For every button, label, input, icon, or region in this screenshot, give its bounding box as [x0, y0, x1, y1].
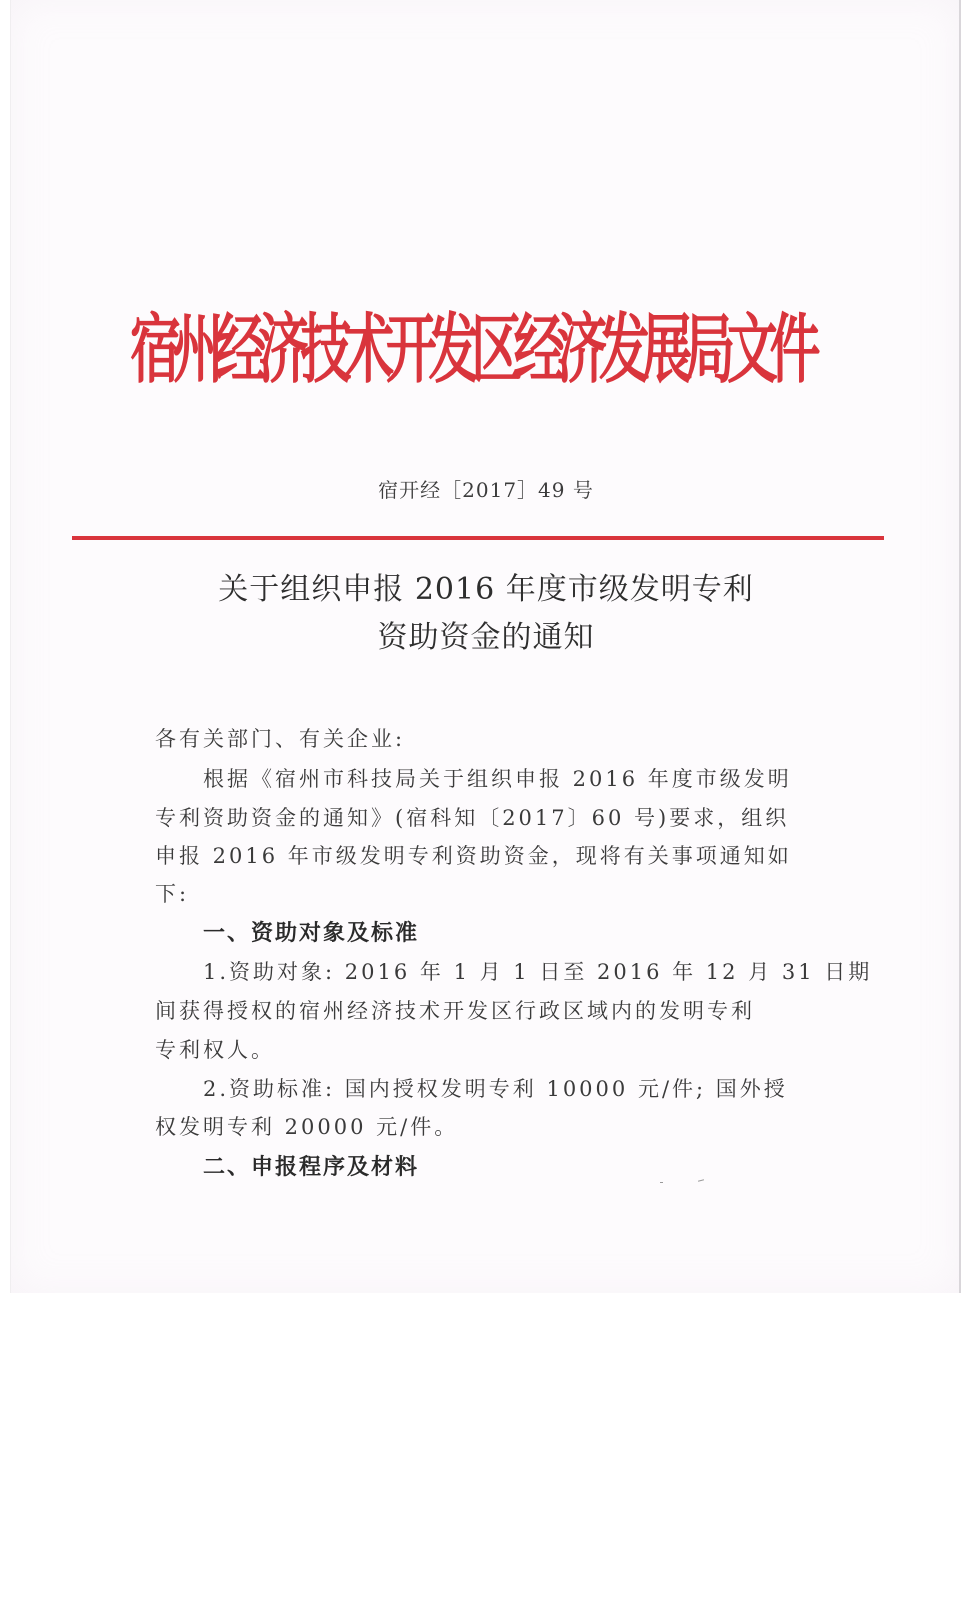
- section-2-heading: 二、申报程序及材料: [203, 1155, 420, 1180]
- intro-line-4: 下:: [155, 882, 190, 906]
- section-1-item-1-line-1: 1.资助对象: 2016 年 1 月 1 日至 2016 年 12 月 31 日期: [155, 960, 873, 984]
- document-number: 宿开经［2017］49 号: [378, 478, 594, 502]
- notice-title-line-2: 资助资金的通知: [377, 620, 595, 655]
- section-1-item-2-line-2: 权发明专利 20000 元/件。: [155, 1115, 459, 1139]
- salutation: 各有关部门、有关企业:: [155, 727, 406, 751]
- intro-line-2: 专利资助资金的通知》(宿科知〔2017〕60 号)要求，组织: [155, 806, 790, 830]
- org-header-title: 宿州经济技术开发区经济发展局文件: [130, 304, 813, 394]
- section-1-item-1-line-3: 专利权人。: [155, 1038, 275, 1062]
- intro-line-3: 申报 2016 年市级发明专利资助资金，现将有关事项通知如: [155, 844, 792, 868]
- section-1-heading: 一、资助对象及标准: [203, 921, 420, 946]
- scan-specks: [660, 1180, 710, 1184]
- section-1-item-1-line-2: 间获得授权的宿州经济技术开发区行政区域内的发明专利: [155, 999, 755, 1023]
- section-1-item-2-line-1: 2.资助标准: 国内授权发明专利 10000 元/件; 国外授: [155, 1077, 788, 1101]
- intro-line-1: 根据《宿州市科技局关于组织申报 2016 年度市级发明: [155, 767, 792, 791]
- notice-title-line-1: 关于组织申报 2016 年度市级发明专利: [218, 572, 754, 607]
- red-divider: [72, 536, 884, 540]
